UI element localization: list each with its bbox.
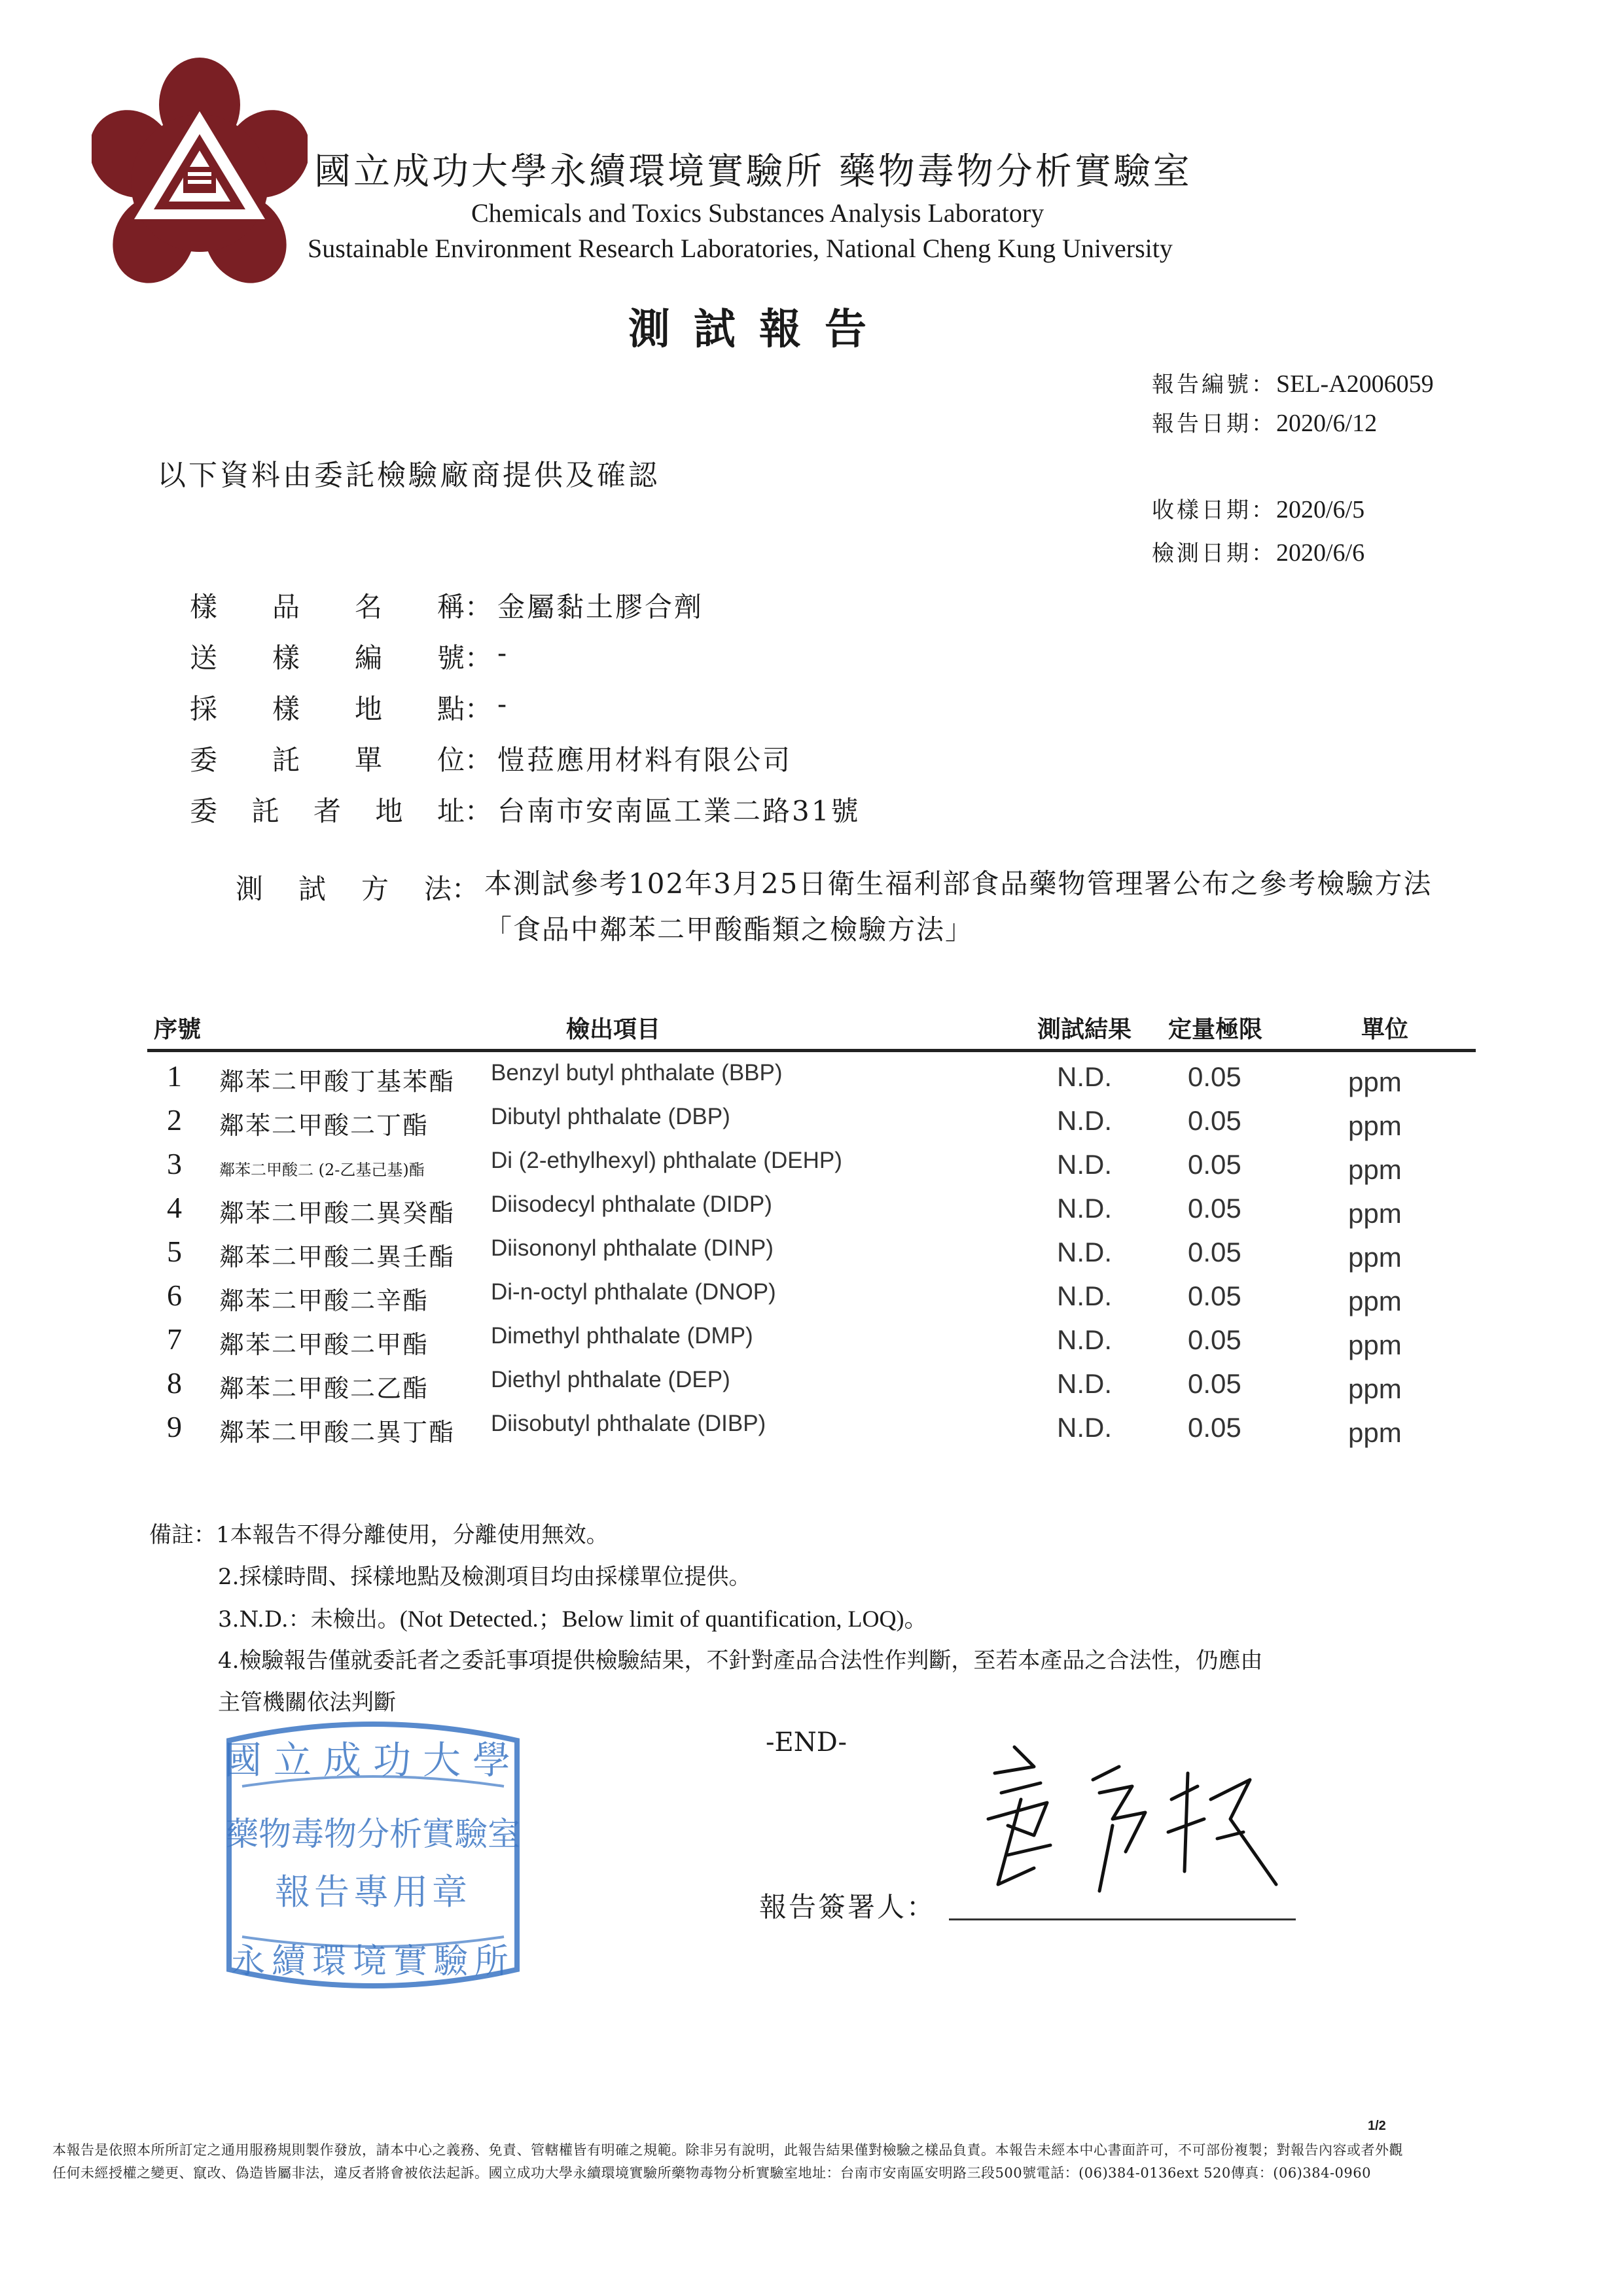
note-2: 2.採樣時間、採樣地點及檢測項目均由採樣單位提供。: [218, 1564, 751, 1590]
footer-line2: 任何未經授權之變更、竄改、偽造皆屬非法，違反者將會被依法起訴。國立成功大學永續環境實驗所藥物毒物分析實驗室地址：台南市安南區安明路三段500號電話：(06)384-0136ext 520傳真：(06)384-0960: [52, 2165, 1372, 2181]
note-4-line1: 4.檢驗報告僅就委託者之委託事項提供檢驗結果，不針對產品合法性作判斷，至若本產品之合法性，仍應由: [218, 1648, 1263, 1674]
table-row: 8 鄰苯二甲酸二乙酯 Diethyl phthalate (DEP) N.D. 0.05 ppm: [167, 1366, 1402, 1404]
note-1: 備註：1本報告不得分離使用，分離使用無效。: [149, 1522, 609, 1548]
sample-name-value: 金屬黏土膠合劑: [497, 591, 704, 623]
stamp-middle-text: 藥物毒物分析實驗室: [226, 1815, 520, 1853]
note-3: 3.N.D.：未檢出。(Not Detected.；Below limit of quantification, LOQ)。: [218, 1606, 928, 1633]
table-row: 2 鄰苯二甲酸二丁酯 Dibutyl phthalate (DBP) N.D. 0.05 ppm: [167, 1103, 1402, 1141]
table-row: 1 鄰苯二甲酸丁基苯酯 Benzyl butyl phthalate (BBP) N.D. 0.05 ppm: [167, 1059, 1402, 1097]
signer-label: 報告簽署人：: [759, 1891, 936, 1923]
client-row: 委 託 單 位 ： 愷菈應用材料有限公司: [190, 739, 792, 778]
organization-name-en-line1: Chemicals and Toxics Substances Analysis Laboratory: [471, 198, 1044, 228]
sample-number-row: 送 樣 編 號 ： -: [190, 637, 508, 676]
sampling-location-value: -: [497, 688, 509, 720]
col-header-limit: 定量極限: [1168, 1016, 1263, 1043]
test-method-text: 本測試參考102年3月25日衛生福利部食品藥物管理署公布之參考檢驗方法「食品中鄰苯二甲酸酯類之檢驗方法」: [484, 868, 1433, 945]
end-mark: -END-: [766, 1727, 847, 1757]
handwritten-signature: [936, 1721, 1302, 1937]
col-header-unit: 單位: [1361, 1016, 1409, 1043]
organization-name-en-line2: Sustainable Environment Research Laboratories, National Cheng Kung University: [308, 234, 1173, 263]
col-header-item: 檢出項目: [566, 1016, 661, 1043]
sample-name-row: 樣 品 名 稱 ： 金屬黏土膠合劑: [190, 586, 704, 625]
page-number: 1/2: [1368, 2119, 1386, 2133]
organization-name-zh: 國立成功大學永續環境實驗所 藥物毒物分析實驗室: [314, 150, 1192, 193]
client-value: 愷菈應用材料有限公司: [497, 744, 793, 776]
client-address-value: 台南市安南區工業二路31號: [497, 795, 861, 827]
stamp-top-text: 國立成功大學: [223, 1738, 523, 1782]
table-row: 3 鄰苯二甲酸二 (2-乙基己基)酯 Di (2-ethylhexyl) phthalate (DEHP) N.D. 0.05 ppm: [167, 1147, 1402, 1185]
col-header-result: 測試結果: [1037, 1016, 1132, 1043]
report-date: 報告日期：2020/6/12: [1152, 410, 1378, 437]
report-number: 報告編號：SEL-A2006059: [1152, 370, 1434, 398]
table-row: 6 鄰苯二甲酸二辛酯 Di-n-octyl phthalate (DNOP) N.D. 0.05 ppm: [167, 1279, 1402, 1316]
footer-line1: 本報告是依照本所所訂定之通用服務規則製作發放，請本中心之義務、免責、管轄權皆有明確之規範。除非另有說明，此報告結果僅對檢驗之樣品負責。本報告未經本中心書面許可，不可部份複製；對報告內容或者外觀: [52, 2142, 1403, 2158]
client-address-row: 委 託 者 地 址 ： 台南市安南區工業二路31號: [190, 790, 860, 829]
ncku-emblem-icon: [92, 52, 308, 288]
stamp-lower-text: 報告專用章: [275, 1871, 471, 1913]
received-date: 收樣日期：2020/6/5: [1152, 496, 1365, 523]
stamp-bottom-text: 永續環境實驗所: [230, 1942, 516, 1981]
table-row: 5 鄰苯二甲酸二異壬酯 Diisononyl phthalate (DINP) N.D. 0.05 ppm: [167, 1235, 1402, 1273]
note-4-line2: 主管機關依法判斷: [218, 1689, 396, 1716]
sampling-location-row: 採 樣 地 點 ： -: [190, 688, 508, 727]
table-row: 4 鄰苯二甲酸二異癸酯 Diisodecyl phthalate (DIDP) N.D. 0.05 ppm: [167, 1191, 1402, 1229]
confirmation-statement: 以下資料由委託檢驗廠商提供及確認: [157, 459, 660, 492]
table-row: 7 鄰苯二甲酸二甲酯 Dimethyl phthalate (DMP) N.D. 0.05 ppm: [167, 1322, 1402, 1360]
col-header-no: 序號: [154, 1016, 202, 1043]
test-method-row: 測 試 方 法 ： 本測試參考102年3月25日衛生福利部食品藥物管理署公布之參考檢驗方法「食品中鄰苯二甲酸酯類之檢驗方法」: [236, 868, 1466, 953]
test-date: 檢測日期：2020/6/6: [1152, 539, 1365, 567]
sample-number-value: -: [497, 637, 509, 669]
table-row: 9 鄰苯二甲酸二異丁酯 Diisobutyl phthalate (DIBP) N.D. 0.05 ppm: [167, 1410, 1402, 1448]
table-header-divider: [147, 1049, 1476, 1052]
report-title: 測試報告: [628, 305, 890, 354]
official-stamp: [203, 1714, 543, 1996]
